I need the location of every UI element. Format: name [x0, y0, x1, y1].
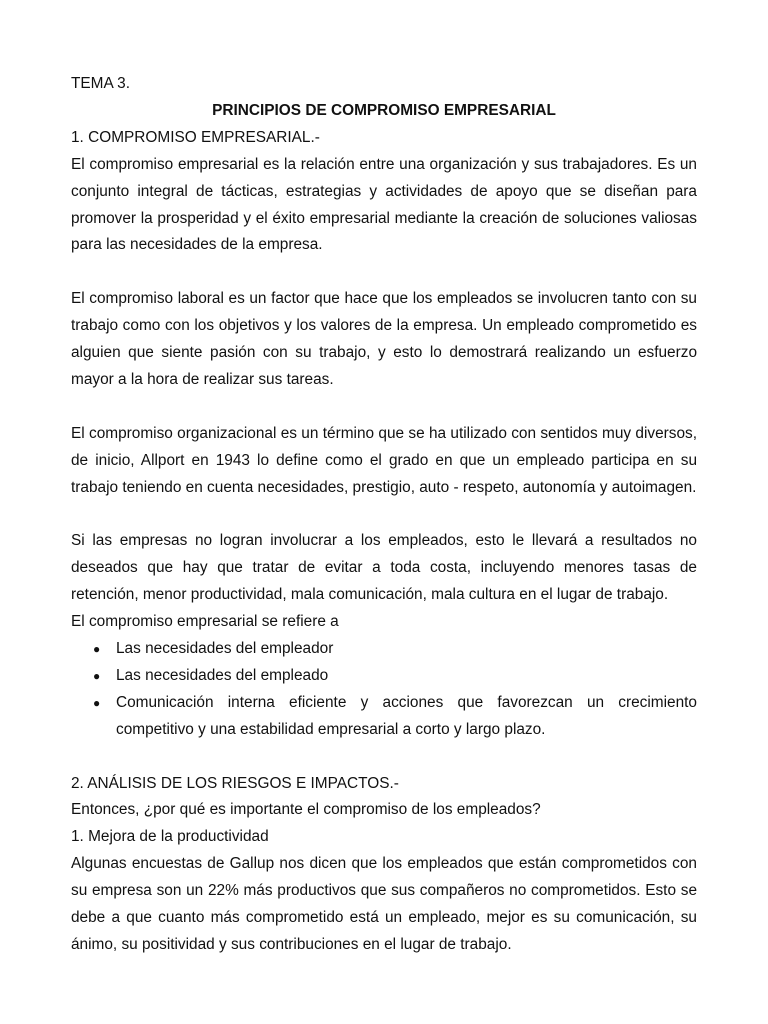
page-title: PRINCIPIOS DE COMPROMISO EMPRESARIAL	[212, 101, 556, 119]
section-1-paragraph-3: El compromiso organizacional es un término que se ha utilizado con sentidos muy diversos, de inicio, Allport en 1943 lo define como el grado en que un empleado participa en su trabajo teniendo en cuenta necesidades, prestigio, auto - respeto, autonomía y autoimagen.	[71, 424, 697, 496]
list-item	[71, 690, 697, 744]
topic-label: TEMA 3.	[71, 75, 131, 92]
list-intro: El compromiso empresarial se refiere a	[71, 613, 339, 631]
section-2-paragraph-1: Algunas encuestas de Gallup nos dicen que los empleados que están comprometidos con su empresa son un 22% más productivos que sus compañeros no comprometidos. Esto se debe a que cuanto más comprometido está un empleado, mejor es su comunicación, su ánimo, su positividad y sus contribuciones en el lugar de trabajo.	[71, 855, 697, 953]
section-1-paragraph-1: El compromiso empresarial es la relación entre una organización y sus trabajadores. Es un conjunto integral de tácticas, estrategias y actividades de apoyo que se diseñan para promover la prosperidad y el éxito empresarial mediante la creación de soluciones valiosas para las necesidades de la empresa.	[71, 155, 697, 254]
section-1-paragraph-2: El compromiso laboral es un factor que hace que los empleados se involucren tanto con su trabajo como con los objetivos y los valores de la empresa. Un empleado comprometido es alguien que siente pasión con su trabajo, y esto lo demostrará realizando un esfuerzo mayor a la hora de realizar sus tareas.	[71, 290, 697, 388]
list-item-text: Las necesidades del empleador	[116, 639, 334, 657]
list-item-text: Comunicación interna eficiente y acciones que favorezcan un crecimiento competitivo y una estabilidad empresarial a corto y largo plazo.	[116, 693, 697, 738]
bullet-list	[71, 636, 697, 744]
list-item	[71, 663, 697, 690]
document-page	[71, 71, 697, 959]
paragraph-spacer	[71, 394, 697, 421]
bullet-icon: ●	[93, 668, 101, 683]
list-item-text: Las necesidades del empleado	[116, 666, 329, 684]
section-2-heading: 2. ANÁLISIS DE LOS RIESGOS E IMPACTOS.-	[71, 774, 399, 792]
bullet-icon: ●	[93, 695, 101, 710]
paragraph-spacer	[71, 501, 697, 528]
section-1-paragraph-4: Si las empresas no logran involucrar a los empleados, esto le llevará a resultados no deseados que hay que tratar de evitar a toda costa, incluyendo menores tasas de retención, menor productividad, mala comunicación, mala cultura en el lugar de trabajo.	[71, 532, 697, 604]
section-1-heading: 1. COMPROMISO EMPRESARIAL.-	[71, 128, 320, 146]
paragraph-spacer	[71, 259, 697, 286]
paragraph-spacer	[71, 744, 697, 771]
bullet-icon: ●	[93, 641, 101, 656]
list-item	[71, 636, 697, 663]
section-2-subheading: 1. Mejora de la productividad	[71, 828, 269, 846]
section-2-question: Entonces, ¿por qué es importante el compromiso de los empleados?	[71, 801, 541, 819]
